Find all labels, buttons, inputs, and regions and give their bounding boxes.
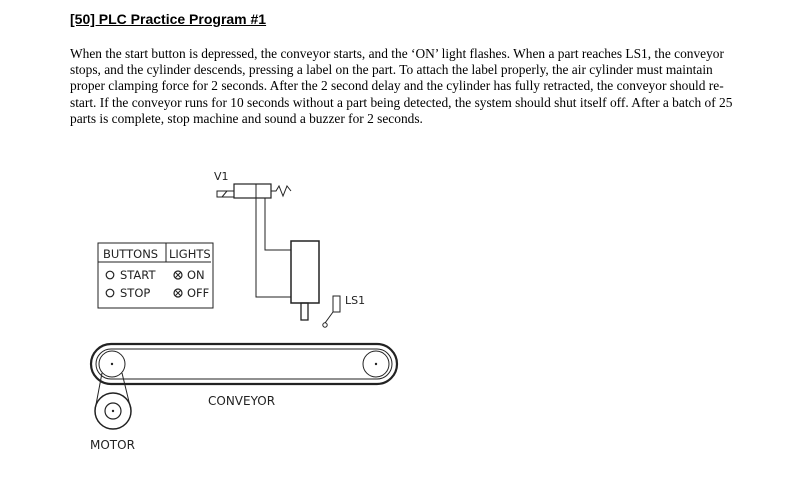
problem-description: When the start button is depressed, the conveyor starts, and the ‘ON’ light flashes. When a part reaches LS1, the conveyor stops, and the cylinder descends, pressing a label on the part. To attach the label properly, the air cylinder must maintain proper clamping force for 2 seconds. After the 2 second delay and the cylinder has fully retracted, the conveyor should re-start. If the conveyor runs for 10 seconds without a part being detected, the system should shut itself off. After a batch of 25 parts is complete, stop machine and sound a buzzer for 2 seconds. bbox=[70, 46, 733, 126]
cylinder-body bbox=[291, 241, 319, 303]
valve-label: V1 bbox=[214, 170, 229, 183]
air-line-upper bbox=[265, 198, 291, 250]
valve-actuator-mark bbox=[222, 191, 227, 197]
air-lines bbox=[256, 198, 291, 297]
conveyor bbox=[91, 344, 397, 408]
valve-v1 bbox=[214, 170, 291, 198]
drive-pulley-hub bbox=[111, 363, 113, 365]
lights-header: LIGHTS bbox=[169, 247, 211, 261]
valve-actuator bbox=[217, 191, 234, 197]
ls1-body bbox=[333, 296, 340, 312]
buttons-header: BUTTONS bbox=[103, 247, 159, 261]
ls1-roller bbox=[323, 323, 327, 327]
on-light-icon bbox=[174, 271, 182, 279]
valve-body bbox=[234, 184, 271, 198]
stop-button-icon[interactable] bbox=[106, 289, 114, 297]
air-cylinder bbox=[291, 241, 319, 320]
air-line-lower bbox=[256, 198, 291, 297]
motor-label: MOTOR bbox=[90, 438, 135, 452]
operator-panel bbox=[98, 243, 213, 308]
start-button-label: START bbox=[120, 268, 156, 282]
limit-switch-ls1 bbox=[323, 294, 365, 327]
off-light-label: OFF bbox=[187, 286, 210, 300]
stop-button-label: STOP bbox=[120, 286, 151, 300]
conveyor-belt-inner bbox=[96, 349, 392, 379]
cylinder-rod bbox=[301, 303, 308, 320]
idler-pulley-hub bbox=[375, 363, 377, 365]
valve-spring-icon bbox=[271, 186, 291, 196]
ls1-arm bbox=[325, 312, 333, 323]
motor-center bbox=[112, 410, 114, 412]
conveyor-label: CONVEYOR bbox=[208, 394, 276, 408]
page-title: [50] PLC Practice Program #1 bbox=[70, 11, 267, 27]
off-light-icon bbox=[174, 289, 182, 297]
limit-switch-label: LS1 bbox=[345, 294, 366, 307]
start-button-icon[interactable] bbox=[106, 271, 114, 279]
on-light-label: ON bbox=[187, 268, 205, 282]
conveyor-belt-outer bbox=[91, 344, 397, 384]
